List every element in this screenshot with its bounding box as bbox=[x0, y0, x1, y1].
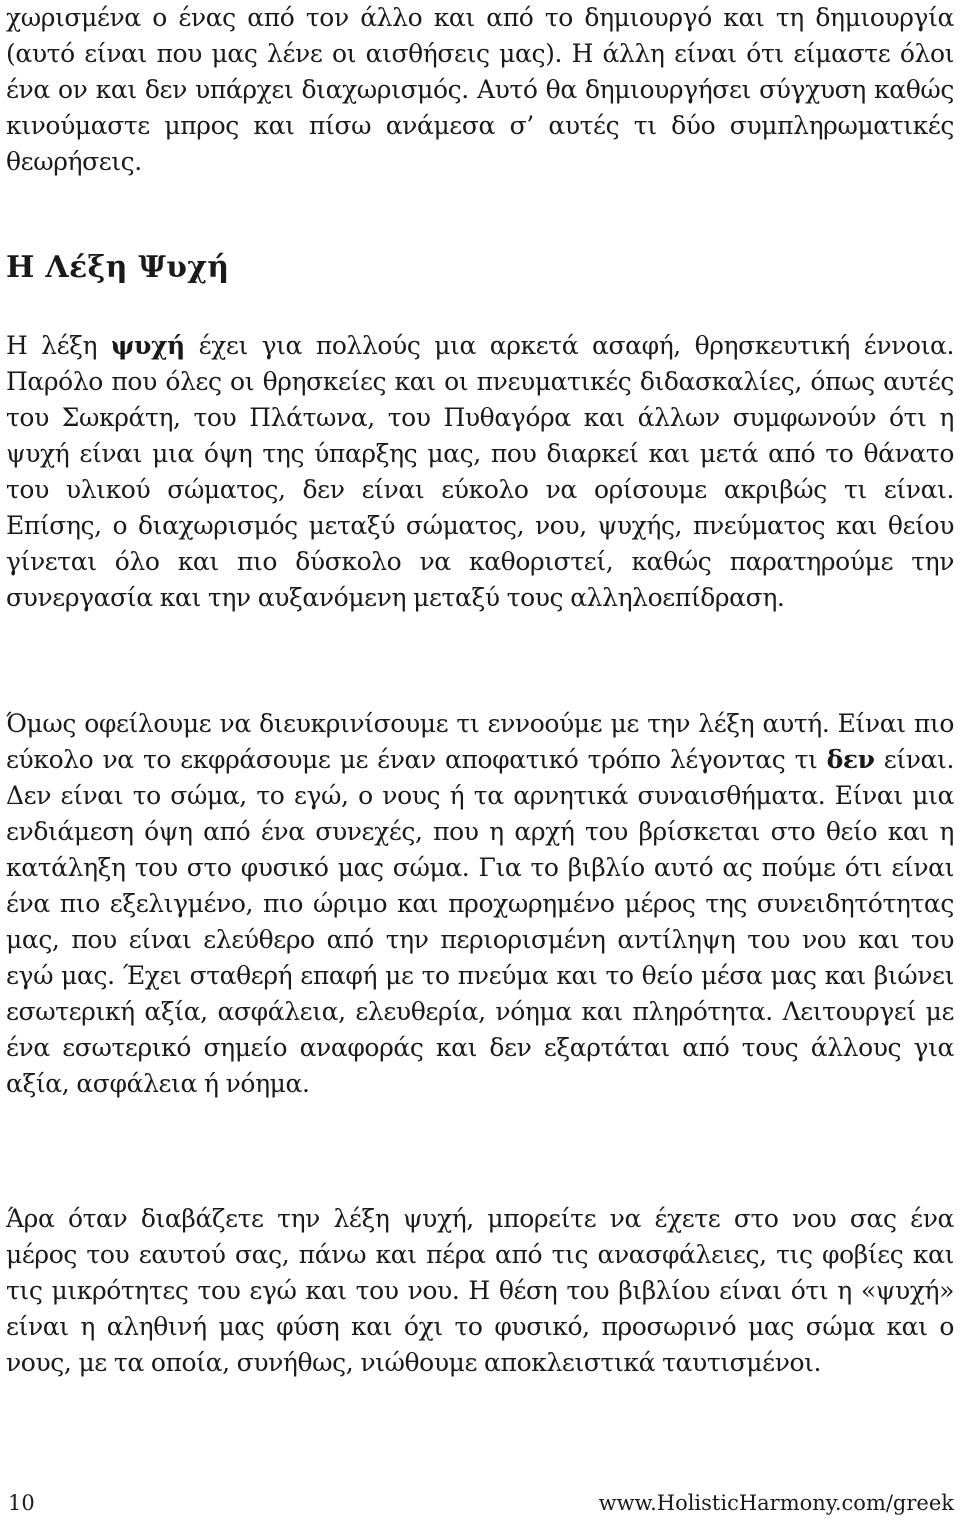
footer-url: www.HolisticHarmony.com/greek bbox=[598, 1491, 954, 1515]
paragraph-2 bbox=[6, 706, 954, 1102]
emphasis-psychi: ψυχή bbox=[110, 331, 185, 360]
paragraph-1-part-a: Η λέξη bbox=[6, 331, 111, 360]
paragraph-1 bbox=[6, 328, 954, 616]
page-number: 10 bbox=[8, 1491, 35, 1515]
document-page bbox=[6, 0, 954, 1522]
intro-paragraph: χωρισμένα ο ένας από τον άλλο και από το δημιουργό και τη δημιουργία (αυτό είναι που μας λένε οι αισθήσεις μας). Η άλλη είναι ότι είμαστε όλοι ένα ον και δεν υπάρχει διαχωρισμός. Αυτό θα δημιουργήσει σύγχυση καθώς κινούμαστε μπρος και πίσω ανάμεσα σ’ αυτές τι δύο συμπληρωματικές θεωρήσεις. bbox=[6, 3, 954, 176]
paragraph-1-part-b: έχει για πολλούς μια αρκετά ασαφή, θρησκευτική έννοια. Παρόλο που όλες οι θρησκείες και οι πνευματικές διδασκαλίες, όπως αυτές του Σωκράτη, του Πλάτωνα, του Πυθαγόρα και άλλων συμφωνούν ότι η ψυχή είναι μια όψη της ύπαρξης μας, που διαρκεί και μετά από το θάνατο του υλικού σώματος, δεν είναι εύκολο να ορίσουμε ακριβώς τι είναι. Επίσης, ο διαχωρισμός μεταξύ σώματος, νου, ψυχής, πνεύματος και θείου γίνεται όλο και πιο δύσκολο να καθοριστεί, καθώς παρατηρούμε την συνεργασία και την αυξανόμενη μεταξύ τους αλληλοεπίδραση. bbox=[6, 331, 954, 612]
emphasis-den: δεν bbox=[826, 745, 875, 774]
paragraph-2-part-a: Όμως οφείλουμε να διευκρινίσουμε τι εννοούμε με την λέξη αυτή. Είναι πιο εύκολο να το εκφράσουμε με έναν αποφατικό τρόπο λέγοντας τι bbox=[6, 709, 954, 774]
page-footer bbox=[6, 1488, 954, 1518]
section-heading: Η Λέξη Ψυχή bbox=[6, 250, 230, 285]
paragraph-3: Άρα όταν διαβάζετε την λέξη ψυχή, μπορείτε να έχετε στο νου σας ένα μέρος του εαυτού σας, πάνω και πέρα από τις ανασφάλειες, τις φοβίες και τις μικρότητες του εγώ και του νου. Η θέση του βιβλίου είναι ότι η «ψυχή» είναι η αληθινή μας φύση και όχι το φυσικό, προσωρινό μας σώμα και ο νους, με τα οποία, συνήθως, νιώθουμε αποκλειστικά ταυτισμένοι. bbox=[6, 1204, 954, 1377]
paragraph-2-part-b: είναι. Δεν είναι το σώμα, το εγώ, ο νους ή τα αρνητικά συναισθήματα. Είναι μια ενδιάμεση όψη από ένα συνεχές, που η αρχή του βρίσκεται στο θείο και η κατάληξη του στο φυσικό μας σώμα. Για το βιβλίο αυτό ας πούμε ότι είναι ένα πιο εξελιγμένο, πιο ώριμο και προχωρημένο μέρος της συνειδητότητας μας, που είναι ελεύθερο από την περιορισμένη αντίληψη του νου και του εγώ μας. Έχει σταθερή επαφή με το πνεύμα και το θείο μέσα μας και βιώνει εσωτερική αξία, ασφάλεια, ελευθερία, νόημα και πληρότητα. Λειτουργεί με ένα εσωτερικό σημείο αναφοράς και δεν εξαρτάται από τους άλλους για αξία, ασφάλεια ή νόημα. bbox=[6, 745, 954, 1098]
